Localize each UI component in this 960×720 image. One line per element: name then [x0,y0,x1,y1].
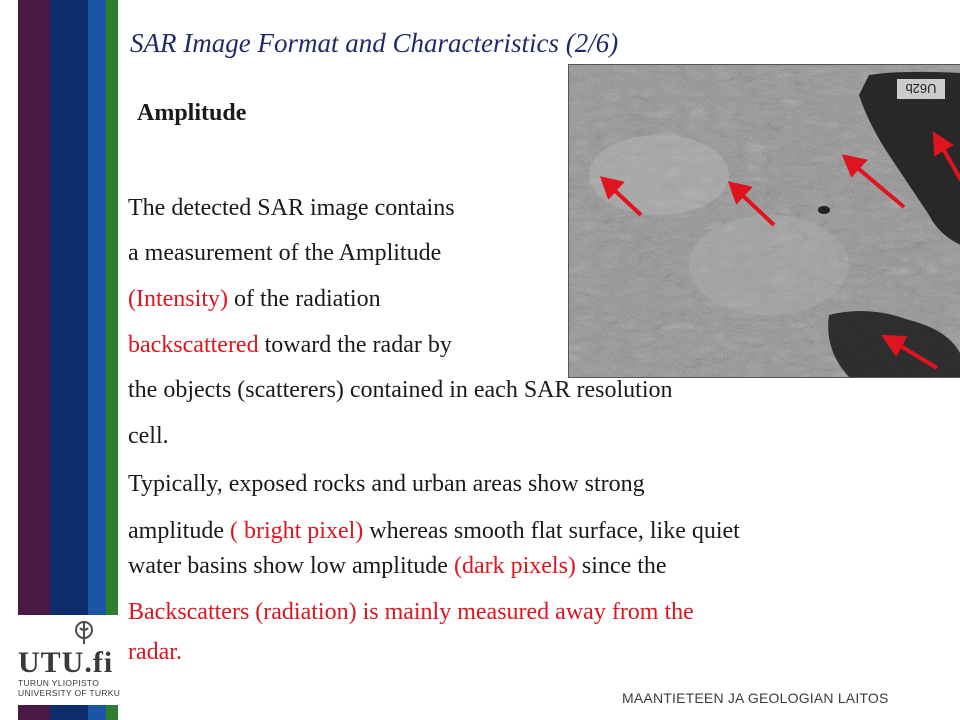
slide-title: SAR Image Format and Characteristics (2/6) [130,28,619,58]
body-line [128,551,667,581]
text-segment: Typically, exposed rocks and urban areas show strong [128,471,645,497]
sar-image-label: U62b [905,81,937,96]
body-line [128,516,740,546]
body-line [128,637,182,667]
slide-subtitle: Amplitude [137,100,247,126]
text-segment: (dark pixels) [453,553,576,579]
body-line [128,330,452,360]
body-line [128,284,381,314]
text-segment: whereas smooth flat surface, like quiet [363,518,740,544]
text-segment: the objects (scatterers) contained in each SAR resolution [128,377,673,403]
text-segment: water basins show low amplitude [128,553,454,579]
logo-line1: TURUN YLIOPISTO [18,678,100,688]
text-segment: of the radiation [227,286,381,312]
text-segment: cell. [128,423,169,449]
sar-image [568,64,960,378]
stripe-navy [50,0,88,720]
footer-text: MAANTIETEEN JA GEOLOGIAN LAITOS [622,690,889,706]
logo-line2: UNIVERSITY OF TURKU [18,688,121,698]
logo-emblem-icon [72,620,96,646]
text-segment: amplitude [128,518,230,544]
text-segment: backscattered [128,332,259,358]
body-line [128,193,455,223]
stripe-purple [18,0,50,720]
text-segment: radar. [128,639,182,665]
stripe-green [106,0,118,720]
logo [18,648,126,698]
text-segment: since the [575,553,667,579]
body-line [128,238,441,268]
logo-main: UTU.fi [18,646,114,679]
text-segment: The detected SAR image contains [128,195,455,221]
body-line [128,421,169,451]
body-line [128,375,673,405]
text-segment: Backscatters (radiation) is mainly measured away from the [128,599,694,625]
body-line [128,469,645,499]
text-segment: a measurement of the Amplitude [128,240,442,266]
text-segment: ( bright pixel) [229,518,364,544]
stripe-blue [88,0,106,720]
text-segment: (Intensity) [128,286,228,312]
body-line [128,597,694,627]
text-segment: toward the radar by [258,332,452,358]
